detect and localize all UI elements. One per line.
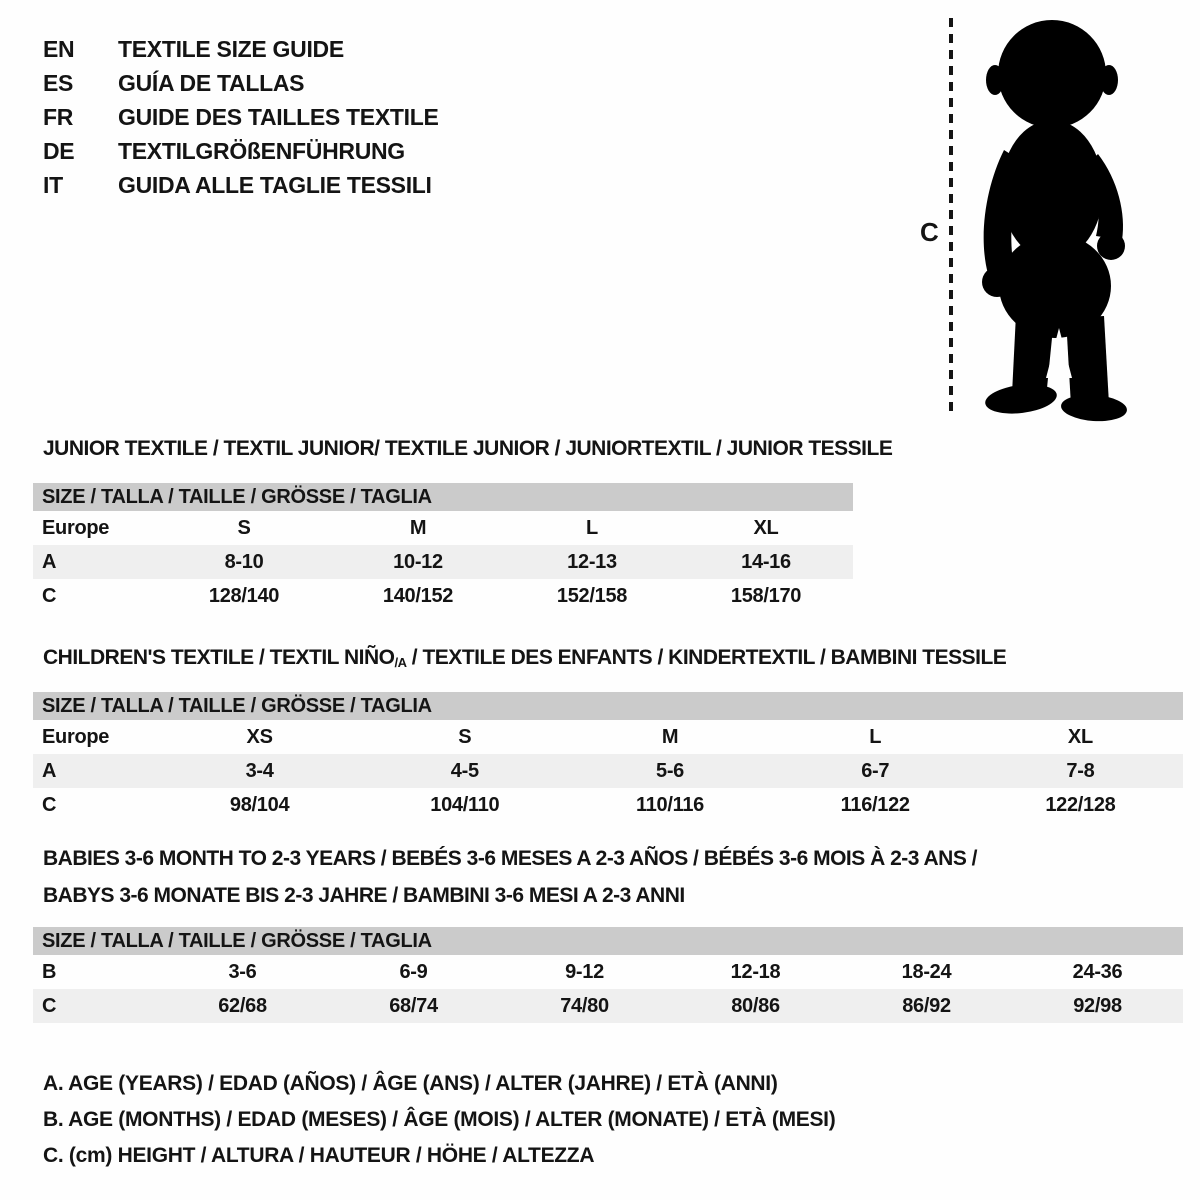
- table-cell: 5-6: [656, 760, 685, 782]
- table-cell: 158/170: [730, 585, 802, 607]
- language-code: ES: [43, 70, 74, 96]
- table-cell: XS: [246, 726, 273, 748]
- table-row: [33, 754, 1183, 788]
- language-row: [43, 100, 439, 134]
- table-cell: 6-7: [861, 760, 890, 782]
- table-cell: 18-24: [901, 961, 952, 983]
- table-cell: 80/86: [731, 995, 780, 1017]
- language-row: [43, 134, 439, 168]
- row-label: B: [42, 961, 57, 983]
- section-title: [33, 645, 1183, 673]
- table-row: [33, 955, 1183, 989]
- section-title-text: / TEXTILE DES ENFANTS / KINDERTEXTIL / BAMBINI TESSILE: [406, 646, 1007, 669]
- table-cell: 3-6: [228, 961, 257, 983]
- table-cell: 12-13: [567, 551, 617, 573]
- table-cell: 128/140: [208, 585, 280, 607]
- table-cell: 74/80: [560, 995, 609, 1017]
- size-header-bar: SIZE / TALLA / TAILLE / GRÖSSE / TAGLIA: [33, 927, 1183, 955]
- footnote-legend: [43, 1066, 835, 1174]
- footnote-b: B. AGE (MONTHS) / EDAD (MESES) / ÂGE (MOIS) / ALTER (MONATE) / ETÀ (MESI): [43, 1108, 836, 1131]
- table-cell: 4-5: [450, 760, 479, 782]
- table-cell: XL: [753, 517, 779, 539]
- size-figure-graphic: [898, 10, 1168, 422]
- language-row: [43, 66, 439, 100]
- table-row: [33, 989, 1183, 1023]
- language-code: FR: [43, 104, 74, 130]
- section-babies-textile: [33, 840, 1183, 1023]
- footnote-c: C. (cm) HEIGHT / ALTURA / HAUTEUR / HÖHE / ALTEZZA: [43, 1144, 595, 1167]
- row-label: C: [42, 794, 57, 816]
- language-title-list: [43, 32, 439, 202]
- section-title-line1: BABIES 3-6 MONTH TO 2-3 YEARS / BEBÉS 3-6 MESES A 2-3 AÑOS / BÉBÉS 3-6 MOIS À 2-3 ANS /: [43, 847, 978, 870]
- figure-height-label: C: [920, 217, 939, 247]
- table-cell: 12-18: [730, 961, 781, 983]
- table-cell: L: [869, 726, 882, 748]
- footnote-a: A. AGE (YEARS) / EDAD (AÑOS) / ÂGE (ANS) / ALTER (JAHRE) / ETÀ (ANNI): [43, 1072, 778, 1095]
- section-childrens-textile: [33, 645, 1183, 822]
- language-code: DE: [43, 138, 75, 164]
- language-label: GUIDA ALLE TAGLIE TESSILI: [118, 172, 432, 198]
- table-cell: M: [661, 726, 679, 748]
- table-cell: 8-10: [224, 551, 264, 573]
- table-cell: 3-4: [245, 760, 274, 782]
- table-cell: XL: [1067, 726, 1093, 748]
- size-figure-block: [898, 10, 1168, 422]
- language-row: [43, 32, 439, 66]
- table-cell: 24-36: [1072, 961, 1123, 983]
- language-label: TEXTILGRÖßENFÜHRUNG: [118, 138, 405, 164]
- section-junior-textile: [33, 436, 893, 613]
- row-label: C: [42, 585, 57, 607]
- language-label: TEXTILE SIZE GUIDE: [118, 36, 344, 62]
- table-cell: 152/158: [556, 585, 628, 607]
- table-cell: 116/122: [840, 794, 910, 816]
- table-cell: S: [237, 517, 251, 539]
- section-title-line2: BABYS 3-6 MONATE BIS 2-3 JAHRE / BAMBINI 3-6 MESI A 2-3 ANNI: [43, 884, 685, 907]
- table-cell: 62/68: [218, 995, 267, 1017]
- table-cell: 14-16: [741, 551, 791, 573]
- table-cell: 110/116: [636, 794, 704, 816]
- table-cell: 92/98: [1073, 995, 1122, 1017]
- table-cell: 98/104: [229, 794, 290, 816]
- table-row: [33, 511, 853, 545]
- language-label: GUIDE DES TAILLES TEXTILE: [118, 104, 439, 130]
- table-row: [33, 720, 1183, 754]
- table-cell: 68/74: [389, 995, 438, 1017]
- table-cell: 104/110: [430, 794, 500, 816]
- size-header-bar: SIZE / TALLA / TAILLE / GRÖSSE / TAGLIA: [33, 483, 853, 511]
- row-label: A: [42, 760, 57, 782]
- row-label: C: [42, 995, 57, 1017]
- table-row: [33, 788, 1183, 822]
- table-row: [33, 579, 853, 613]
- row-label: Europe: [42, 726, 110, 748]
- toddler-silhouette: [982, 20, 1128, 422]
- table-cell: 6-9: [399, 961, 428, 983]
- section-title: JUNIOR TEXTILE / TEXTIL JUNIOR/ TEXTILE JUNIOR / JUNIORTEXTIL / JUNIOR TESSILE: [43, 437, 893, 460]
- language-code: EN: [43, 36, 75, 62]
- table-cell: S: [458, 726, 472, 748]
- table-cell: 140/152: [382, 585, 454, 607]
- row-label: A: [42, 551, 57, 573]
- table-cell: 7-8: [1066, 760, 1095, 782]
- table-cell: M: [409, 517, 427, 539]
- table-cell: 9-12: [565, 961, 604, 983]
- language-label: GUÍA DE TALLAS: [118, 70, 305, 96]
- section-title-text: CHILDREN'S TEXTILE / TEXTIL NIÑO: [43, 646, 395, 669]
- section-title-subscript: /A: [394, 655, 407, 670]
- table-cell: 122/128: [1045, 794, 1116, 816]
- table-cell: 10-12: [393, 551, 443, 573]
- table-cell: 86/92: [902, 995, 951, 1017]
- size-header-bar: SIZE / TALLA / TAILLE / GRÖSSE / TAGLIA: [33, 692, 1183, 720]
- row-label: Europe: [42, 517, 110, 539]
- table-row: [33, 545, 853, 579]
- language-row: [43, 168, 439, 202]
- table-cell: L: [586, 517, 598, 539]
- language-code: IT: [43, 172, 63, 198]
